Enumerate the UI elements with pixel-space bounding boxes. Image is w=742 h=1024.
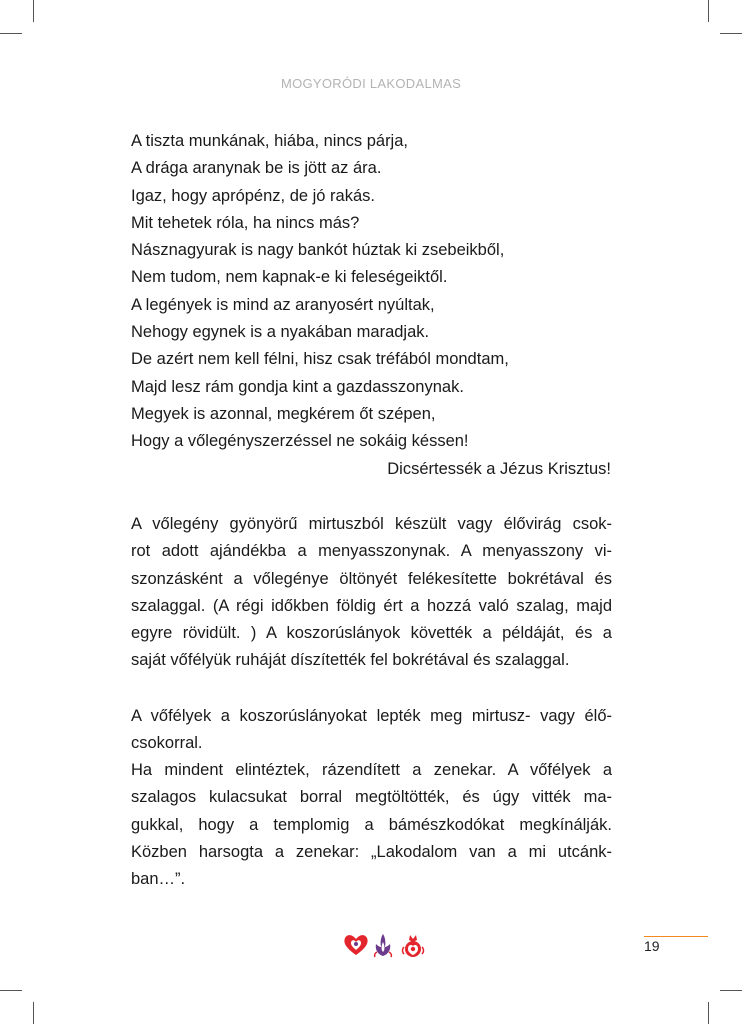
running-header: MOGYORÓDI LAKODALMAS: [280, 76, 462, 91]
paragraph-line: szalagos kulacsukat borral megtöltötték, és úgy vitték ma-: [131, 788, 612, 807]
paragraph-bouquet: [131, 511, 612, 675]
poem-line: Násznagyurak is nagy bankót húztak ki zsebeikből,: [131, 241, 505, 260]
crop-mark: [0, 990, 22, 991]
pomegranate-ornament-icon: [403, 935, 424, 957]
paragraph-line: A vőlegény gyönyörű mirtuszból készült vagy élővirág csok-: [131, 515, 612, 533]
poem-line: Igaz, hogy aprópénz, de jó rakás.: [131, 186, 375, 205]
paragraph-line: csokorral.: [131, 734, 203, 753]
page-number-rule: [644, 936, 708, 937]
paragraph-line: szalaggal. (A régi időkben földig ért a hozzá való szalag, majd: [131, 596, 612, 615]
page-number: 19: [644, 938, 660, 954]
poem-closing: Dicsértessék a Jézus Krisztus!: [387, 459, 611, 478]
paragraph-line: egyre rövidült. ) A koszorúslányok követték a példáját, és a: [131, 624, 612, 643]
heart-ornament-icon: [344, 935, 367, 955]
tulip-ornament-icon: [375, 934, 392, 957]
crop-mark: [33, 1002, 34, 1024]
paragraph-line: szonzásként a vőlegénye öltönyét felékesítette bokrétával és: [131, 569, 612, 588]
poem-line: A legények is mind az aranyosért nyúltak,: [131, 295, 435, 314]
poem-line: A tiszta munkának, hiába, nincs párja,: [131, 132, 408, 150]
poem-line: Hogy a vőlegényszerzéssel ne sokáig késsen!: [131, 432, 469, 451]
paragraph-line: ban…”.: [131, 870, 186, 889]
footer-ornaments: [342, 932, 432, 958]
poem-line: De azért nem kell félni, hisz csak tréfából mondtam,: [131, 350, 509, 369]
poem-line: Majd lesz rám gondja kint a gazdasszonynak.: [131, 377, 464, 396]
crop-mark: [720, 33, 742, 34]
paragraph-band: [131, 757, 612, 893]
poem-line: Mit tehetek róla, ha nincs más?: [131, 213, 360, 232]
paragraph-bridesmaids: [131, 703, 612, 758]
crop-mark: [720, 990, 742, 991]
poem-line: Nem tudom, nem kapnak-e ki feleségeiktől.: [131, 268, 448, 287]
paragraph-line: A vőfélyek a koszorúslányokat lepték meg mirtusz- vagy élő-: [131, 707, 612, 725]
poem-line: Nehogy egynek is a nyakában maradjak.: [131, 323, 430, 342]
paragraph-line: Ha mindent elintéztek, rázendített a zenekar. A vőfélyek a: [131, 761, 612, 779]
poem-line: Megyek is azonnal, megkérem őt szépen,: [131, 404, 436, 423]
poem: [131, 128, 611, 483]
crop-mark: [708, 0, 709, 22]
crop-mark: [0, 33, 22, 34]
paragraph-line: gukkal, hogy a templomig a bámészkodókat megkínálják.: [131, 815, 612, 834]
poem-line: A drága aranynak be is jött az ára.: [131, 159, 382, 178]
paragraph-line: saját vőfélyük ruháját díszítették fel bokrétával és szalaggal.: [131, 651, 570, 670]
crop-mark: [708, 1002, 709, 1024]
paragraph-line: rot adott ajándékba a menyasszonynak. A menyasszony vi-: [131, 542, 612, 561]
crop-mark: [33, 0, 34, 22]
paragraph-line: Közben harsogta a zenekar: „Lakodalom van a mi utcánk-: [131, 842, 612, 861]
